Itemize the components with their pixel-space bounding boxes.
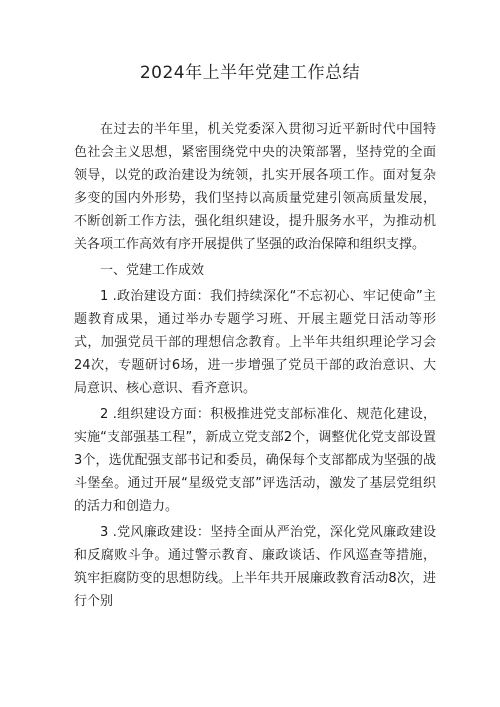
integrity-building-paragraph: 3 .党风廉政建设：坚持全面从严治党，深化党风廉政建设和反腐败斗争。通过警示教育、廉政谈话、作风巡查等措施，筑牢拒腐防变的思想防线。上半年共开展廉政教育活动8次，进行个别	[74, 525, 436, 609]
document-title: 2024年上半年党建工作总结	[139, 63, 361, 83]
organization-building-paragraph: 2 .组织建设方面：积极推进党支部标准化、规范化建设，实施“支部强基工程”，新成立党支部2个，调整优化党支部设置3个，选优配强支部书记和委员，确保每个支部都成为坚强的战斗堡垒。通过开展“星级党支部”评选活动，激发了基层党组织的活力和创造力。	[74, 407, 436, 514]
political-building-paragraph: 1 .政治建设方面：我们持续深化“不忘初心、牢记使命”主题教育成果，通过举办专题学习班、开展主题党日活动等形式，加强党员干部的理想信念教育。上半年共组织理论学习会24次，专题研讨6场，进一步增强了党员干部的政治意识、大局意识、核心意识、看齐意识。	[74, 289, 436, 396]
section-heading: 一、党建工作成效	[100, 263, 205, 278]
intro-paragraph: 在过去的半年里，机关党委深入贯彻习近平新时代中国特色社会主义思想，紧密围绕党中央的决策部署，坚持党的全面领导，以党的政治建设为统领，扎实开展各项工作。面对复杂多变的国内外形势，我们坚持以高质量党建引领高质量发展，不断创新工作方法，强化组织建设，提升服务水平，为推动机关各项工作高效有序开展提供了坚强的政治保障和组织支撑。	[74, 122, 436, 252]
document-body	[74, 118, 436, 616]
